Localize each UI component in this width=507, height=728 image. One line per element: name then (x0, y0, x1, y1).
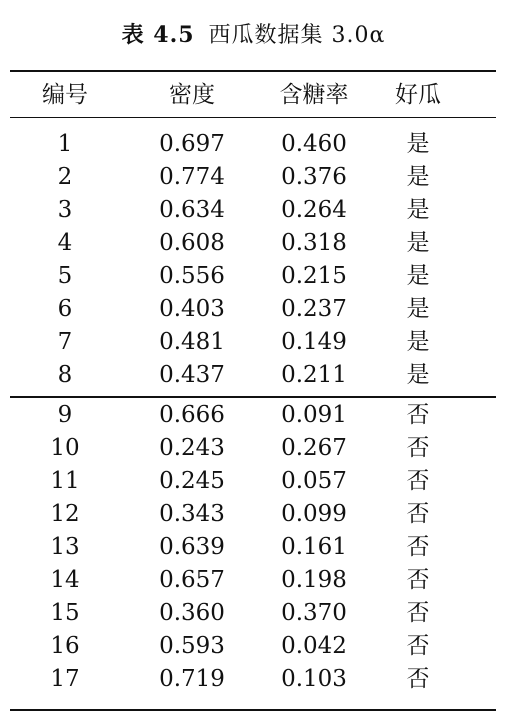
cell-sugar: 0.318 (281, 230, 347, 256)
cell-id: 7 (57, 329, 73, 355)
cell-sugar: 0.161 (281, 534, 347, 560)
column-header-sugar: 含糖率 (279, 82, 349, 108)
cell-density: 0.639 (159, 534, 225, 560)
cell-density: 0.634 (159, 197, 225, 223)
cell-sugar: 0.057 (281, 468, 347, 494)
table-number: 表 4.5 (121, 22, 195, 48)
cell-id: 13 (50, 534, 80, 560)
cell-good-melon: 否 (406, 600, 430, 626)
cell-sugar: 0.370 (281, 600, 347, 626)
cell-good-melon: 否 (406, 567, 430, 593)
cell-density: 0.403 (159, 296, 225, 322)
cell-density: 0.243 (159, 435, 225, 461)
cell-sugar: 0.042 (281, 633, 347, 659)
table-row (10, 432, 496, 465)
table-row (10, 630, 496, 663)
cell-density: 0.593 (159, 633, 225, 659)
cell-sugar: 0.215 (281, 263, 347, 289)
cell-sugar: 0.460 (281, 131, 347, 157)
table-row (10, 227, 496, 260)
table-row (10, 293, 496, 326)
cell-sugar: 0.198 (281, 567, 347, 593)
cell-good-melon: 否 (406, 633, 430, 659)
cell-good-melon: 是 (406, 296, 430, 322)
cell-density: 0.608 (159, 230, 225, 256)
cell-density: 0.343 (159, 501, 225, 527)
cell-good-melon: 是 (406, 230, 430, 256)
table-row (10, 194, 496, 227)
cell-density: 0.697 (159, 131, 225, 157)
table-row (10, 359, 496, 392)
cell-id: 5 (57, 263, 73, 289)
table-row (10, 161, 496, 194)
table-row (10, 663, 496, 696)
cell-id: 4 (57, 230, 73, 256)
cell-density: 0.437 (159, 362, 225, 388)
cell-good-melon: 是 (406, 329, 430, 355)
table-row (10, 260, 496, 293)
cell-sugar: 0.376 (281, 164, 347, 190)
bottom-rule (10, 709, 496, 711)
column-header-density: 密度 (169, 82, 215, 108)
cell-sugar: 0.264 (281, 197, 347, 223)
column-header-id: 编号 (42, 82, 88, 108)
column-header-good-melon: 好瓜 (395, 82, 441, 108)
cell-id: 2 (57, 164, 73, 190)
group-separator-rule (10, 396, 496, 398)
table-header (10, 76, 496, 114)
cell-id: 8 (57, 362, 73, 388)
cell-density: 0.774 (159, 164, 225, 190)
cell-density: 0.666 (159, 402, 225, 428)
cell-id: 10 (50, 435, 80, 461)
cell-id: 3 (57, 197, 73, 223)
cell-id: 11 (50, 468, 80, 494)
cell-sugar: 0.099 (281, 501, 347, 527)
cell-density: 0.481 (159, 329, 225, 355)
cell-good-melon: 否 (406, 435, 430, 461)
table-row (10, 498, 496, 531)
cell-id: 17 (50, 666, 80, 692)
cell-good-melon: 是 (406, 362, 430, 388)
cell-good-melon: 是 (406, 263, 430, 289)
cell-sugar: 0.103 (281, 666, 347, 692)
cell-good-melon: 否 (406, 402, 430, 428)
table-row (10, 465, 496, 498)
cell-sugar: 0.237 (281, 296, 347, 322)
cell-good-melon: 否 (406, 534, 430, 560)
table-row (10, 531, 496, 564)
cell-sugar: 0.267 (281, 435, 347, 461)
cell-id: 16 (50, 633, 80, 659)
table-row (10, 564, 496, 597)
cell-id: 15 (50, 600, 80, 626)
cell-id: 6 (57, 296, 73, 322)
cell-id: 1 (57, 131, 73, 157)
cell-sugar: 0.091 (281, 402, 347, 428)
header-rule (10, 117, 496, 118)
table-title: 西瓜数据集 3.0α (208, 23, 386, 48)
table-row (10, 326, 496, 359)
table-row (10, 399, 496, 432)
cell-density: 0.245 (159, 468, 225, 494)
cell-sugar: 0.211 (281, 362, 347, 388)
table-row (10, 597, 496, 630)
cell-density: 0.360 (159, 600, 225, 626)
cell-good-melon: 否 (406, 501, 430, 527)
cell-id: 12 (50, 501, 80, 527)
cell-good-melon: 是 (406, 164, 430, 190)
cell-id: 9 (57, 402, 73, 428)
table-caption (0, 18, 507, 49)
table-row (10, 128, 496, 161)
cell-sugar: 0.149 (281, 329, 347, 355)
cell-id: 14 (50, 567, 80, 593)
cell-good-melon: 是 (406, 131, 430, 157)
top-rule (10, 70, 496, 72)
cell-density: 0.657 (159, 567, 225, 593)
cell-good-melon: 否 (406, 468, 430, 494)
cell-good-melon: 是 (406, 197, 430, 223)
cell-good-melon: 否 (406, 666, 430, 692)
cell-density: 0.719 (159, 666, 225, 692)
cell-density: 0.556 (159, 263, 225, 289)
